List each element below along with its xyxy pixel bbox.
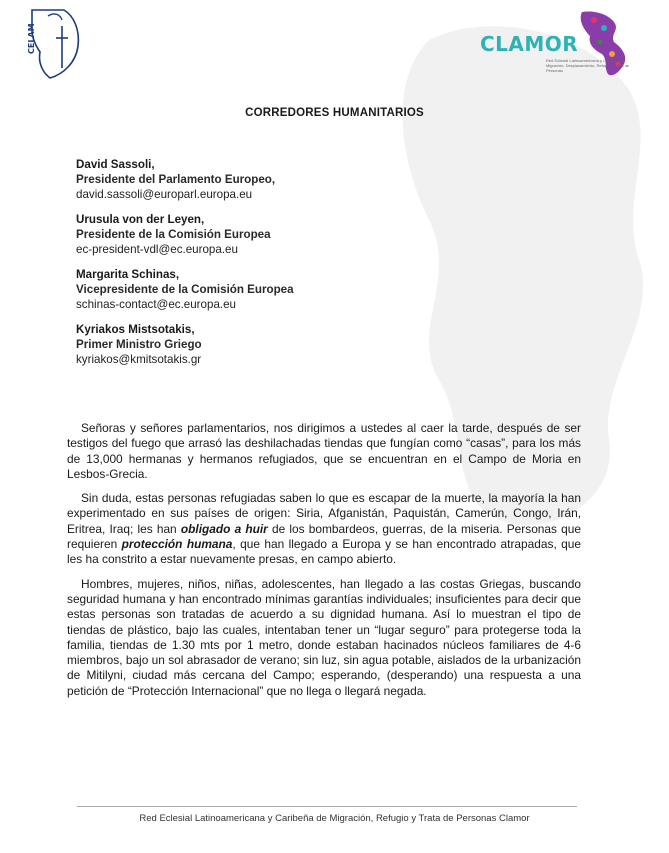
recipient-email[interactable]: ec-president-vdl@ec.europa.eu: [76, 243, 238, 256]
recipient-list: [76, 157, 496, 377]
recipient-role: Primer Ministro Griego: [76, 338, 202, 351]
recipient-role: Presidente de la Comisión Europea: [76, 228, 271, 241]
recipient-block: [76, 267, 496, 312]
paragraph-2: [67, 491, 581, 567]
paragraph-2-text-b: de los bombardeos, guerras, de la miseria. Personas que requieren: [67, 521, 581, 552]
recipient-email[interactable]: david.sassoli@europarl.europa.eu: [76, 188, 253, 201]
clamor-logo: [474, 8, 644, 80]
letter-body: [67, 421, 581, 708]
page-footer: Red Eclesial Latinoamericana y Caribeña de Migración, Refugio y Trata de Personas Clamor: [139, 813, 530, 824]
recipient-block: [76, 212, 496, 257]
recipient-role: Vicepresidente de la Comisión Europea: [76, 283, 294, 296]
recipient-block: [76, 157, 496, 202]
celam-logo: [24, 6, 84, 80]
footer-divider: [77, 806, 577, 807]
paragraph-2-text-c: , que han llegado a Europa y se han encontrado atrapadas, que les ha constrito a estar nuevamente presas, en campo abierto.: [67, 537, 581, 567]
paragraph-2-emphasis-2: protección humana: [121, 537, 233, 552]
recipient-email[interactable]: kyriakos@kmitsotakis.gr: [76, 353, 202, 366]
recipient-email[interactable]: schinas-contact@ec.europa.eu: [76, 298, 237, 311]
recipient-name: Margarita Schinas,: [76, 268, 180, 281]
celam-logo-text: CELAM: [27, 23, 36, 54]
recipient-role: Presidente del Parlamento Europeo,: [76, 173, 276, 186]
recipient-name: Kyriakos Mistsotakis,: [76, 323, 195, 336]
recipient-block: [76, 322, 496, 367]
paragraph-2-text-a: Sin duda, estas personas refugiadas saben lo que es escapar de la muerte, la mayoría la han experimentado en sus países de origen: Siria, Afganistán, Paquistán, Camerún, Congo, Irán, Eritrea, Iraq; les han: [67, 491, 581, 536]
clamor-logo-title: CLAMOR: [480, 32, 579, 56]
paragraph-2-emphasis-1: obligado a huir: [180, 521, 268, 536]
paragraph-3: Hombres, mujeres, niños, niñas, adolescentes, han llegado a las costas Griegas, buscando seguridad humana y han encontrado mínimas garantías individuales; insuficientes para decir que estas personas son tratadas de acuerdo a su dignidad humana. Así lo muestran el tipo de tiendas de plástico, bajo las cuales, intentaban tener un “lugar seguro” para protegerse toda la familia, tiendas de 1.30 mts por 1 metro, donde estaban hacinados núcleos familiares de 4-6 miembros, bajo un sol abrasador de verano; sin luz, sin agua potable, aislados de la urbanización de Mitilyni, ciudad más cercana del Campo; esperando, (desperando) una respuesta a una petición de “Protección Internacional” que no llega o llegará negada.: [67, 576, 581, 698]
clamor-logo-subtitle: Red Eclesial Latinoamericana y Caribeña de Migración, Desplazamiento, Refugio y Trata de Personas: [546, 58, 630, 73]
document-title: CORREDORES HUMANITARIOS: [245, 107, 424, 119]
recipient-name: David Sassoli,: [76, 158, 155, 171]
recipient-name: Urusula von der Leyen,: [76, 213, 205, 226]
paragraph-1: Señoras y señores parlamentarios, nos dirigimos a ustedes al caer la tarde, después de ser testigos del fuego que arrasó las deshilachadas tiendas que fungían como “casas”, para los más de 13,000 hermanas y hermanos refugiados, que se encuentran en el Campo de Moria en Lesbos-Grecia.: [67, 421, 581, 481]
